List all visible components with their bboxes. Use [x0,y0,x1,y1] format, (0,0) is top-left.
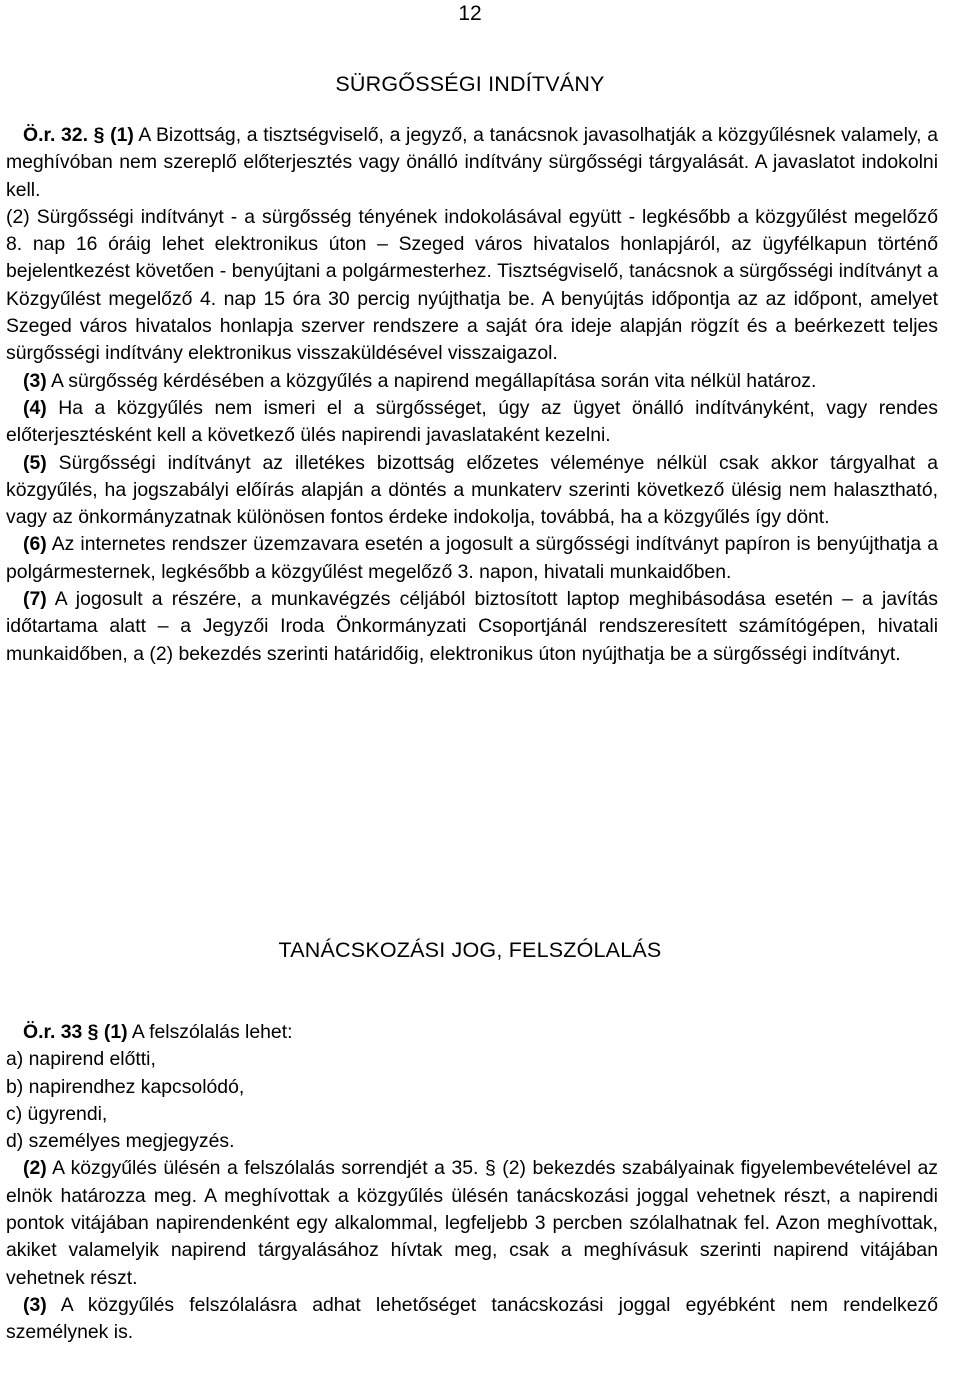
paragraph-number: (1) [103,1021,128,1043]
section-urgent-motion [6,122,938,668]
page-number: 12 [458,2,482,25]
paragraph-number: (3) [23,1293,47,1316]
paragraph-3 [6,368,938,395]
paragraph-3 [6,1292,938,1347]
paragraph-number: (5) [23,451,47,474]
paragraph-text: Az internetes rendszer üzemzavara esetén a jogosult a sürgősségi indítványt papíron is benyújthatja a polgármesternek, legkésőbb a közgyűlést megelőző 3. napon, hivatali munkaidőben. [6,533,938,583]
paragraph-2: (2) Sürgősségi indítványt - a sürgősség tényének indokolásával együtt - legkésőbb a közgyűlést megelőző 8. nap 16 óráig lehet elektronikus úton ‒ Szeged város hivatalos honlapjáról, az ügyfélkapun történő bejelentkezést követően - benyújtani a polgármesterhez. Tisztségviselő, tanácsnok a sürgősségi indítványt a Közgyűlést megelőző 4. nap 15 óra 30 percig nyújthatja be. A benyújtás időpontja az az időpont, amelyet Szeged város hivatalos honlapja szerver rendszere a saját óra ideje alapján rögzít és a beérkezett teljes sürgősségi indítvány elektronikus visszaküldésével visszaigazol. [6,205,938,365]
paragraph-7 [6,586,938,668]
paragraph-number: (6) [23,533,47,556]
paragraph-4 [6,395,938,450]
section-right-to-speak [6,1019,938,1347]
section-title-urgent-motion: SÜRGŐSSÉGI INDÍTVÁNY [335,72,605,96]
paragraph-text: A sürgősség kérdésében a közgyűlés a napirend megállapítása során vita nélkül határoz. [46,369,817,392]
paragraph-text: Sürgősségi indítványt az illetékes bizottság előzetes véleménye nélkül csak akkor tárgyalhat a közgyűlés, ha jogszabályi előírás alapján a döntés a munkaterv szerinti következő ülésig nem halasztható, vagy az önkormányzatnak különösen fontos érdeke indokolja, továbbá, ha a közgyűlés így dönt. [6,451,938,529]
article-ref: Ö.r. 32. § [23,124,105,146]
section-title-right-to-speak: TANÁCSKOZÁSI JOG, FELSZÓLALÁS [278,938,662,962]
paragraph-text: Ha a közgyűlés nem ismeri el a sürgősséget, úgy az ügyet önálló indítványként, vagy rendes előterjesztésként kell a következő ülés napirendi javaslataként kezelni. [6,396,938,447]
list-item-b: b) napirendhez kapcsolódó, [6,1075,245,1098]
paragraph-1 [6,1019,938,1046]
paragraph-text: A közgyűlés ülésén a felszólalás sorrendjét a 35. § (2) bekezdés szabályainak figyelembevételével az elnök határozza meg. A meghívottak a közgyűlés ülésén tanácskozási joggal vehetnek részt, a napirendi pontok vitájában napirendenként egy alkalommal, legfeljebb 3 percben szólalhatnak fel. Azon meghívottak, akiket valamelyik napirend tárgyalásához hívtak meg, csak a meghívásuk szerinti napirend vitájában vehetnek részt. [6,1157,938,1289]
paragraph-text: A jogosult a részére, a munkavégzés céljából biztosított laptop meghibásodása esetén ‒ a javítás időtartama alatt ‒ a Jegyzői Iroda Önkormányzati Csoportjánál rendszeresített számítógépen, hivatali munkaidőben, a (2) bekezdés szerinti határidőig, elektronikus úton nyújthatja be a sürgősségi indítványt. [6,588,938,665]
paragraph-6 [6,531,938,586]
list-item-d: d) személyes megjegyzés. [6,1130,235,1153]
list-item-c: c) ügyrendi, [6,1102,108,1125]
paragraph-text: A közgyűlés felszólalásra adhat lehetőséget tanácskozási joggal egyébként nem rendelkező személynek is. [6,1293,938,1344]
paragraph-1 [6,122,938,204]
paragraph-number: (4) [23,396,47,419]
paragraph-2 [6,1155,938,1291]
paragraph-text: A felszólalás lehet: [127,1021,293,1043]
paragraph-number: (3) [23,369,47,392]
article-ref: Ö.r. 33 § [23,1021,99,1043]
paragraph-number: (7) [23,588,47,611]
paragraph-number: (1) [110,124,134,146]
paragraph-5 [6,450,938,532]
paragraph-text: A Bizottság, a tisztségviselő, a jegyző, a tanácsnok javasolhatják a közgyűlésnek valamely, a meghívóban nem szereplő előterjesztés vagy önálló indítvány sürgősségi tárgyalását. A javaslatot indokolni kell. [6,124,938,201]
paragraph-number: (2) [23,1157,47,1180]
list-item-a: a) napirend előtti, [6,1048,156,1071]
